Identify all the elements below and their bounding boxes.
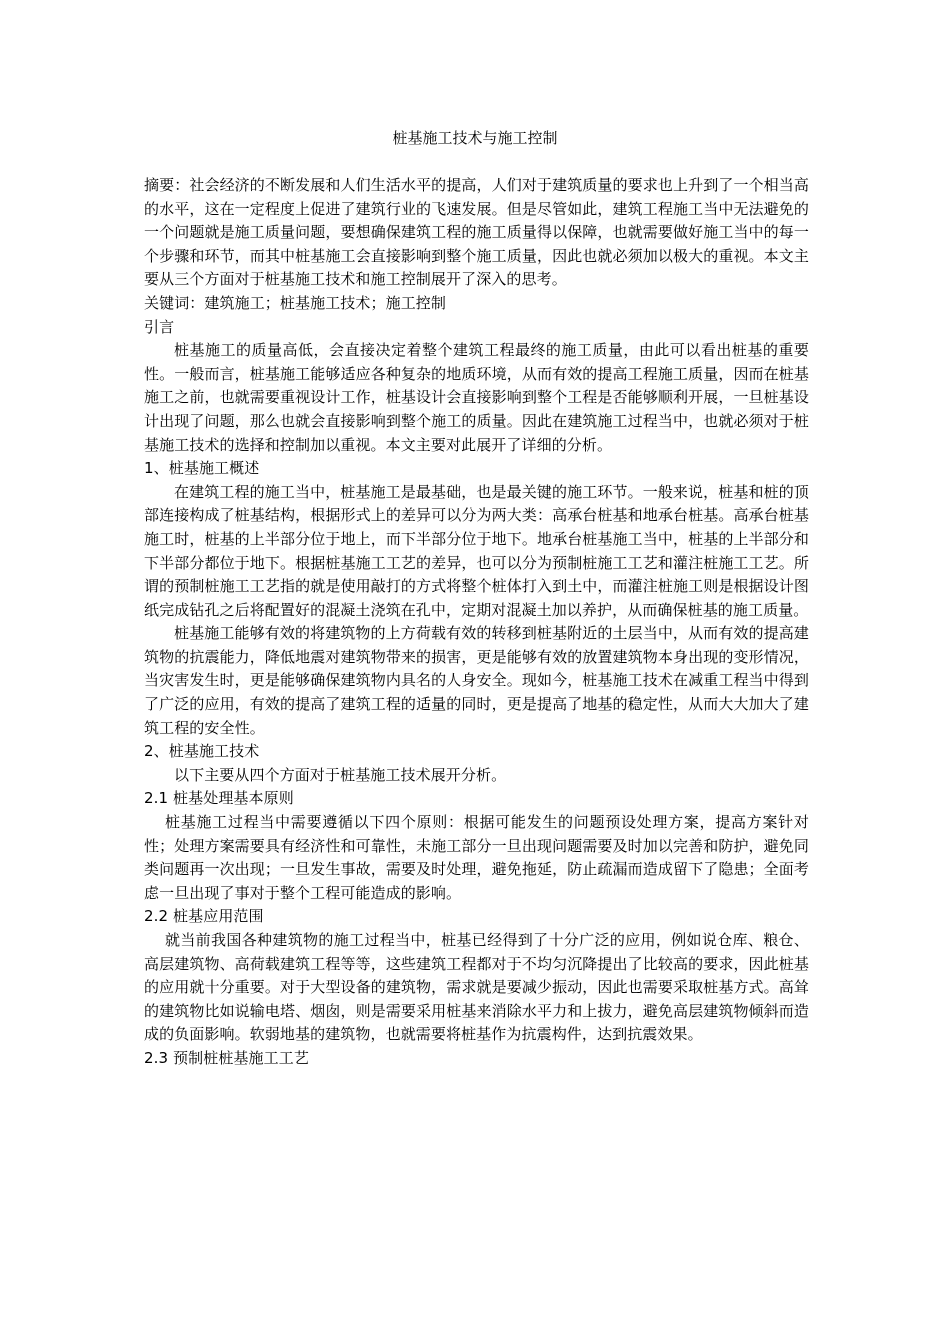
section-1-paragraph-1: 在建筑工程的施工当中，桩基施工是最基础，也是最关键的施工环节。一般来说，桩基和桩的顶部连接构成了桩基结构，根据形式上的差异可以分为两大类：高承台桩基和地承台桩基。高承台桩基施工时，桩基的上半部分位于地上，而下半部分位于地下。地承台桩基施工当中，桩基的上半部分和下半部分都位于地下。根据桩基施工工艺的差异，也可以分为预制桩施工工艺和灌注桩施工工艺。所谓的预制桩施工工艺指的就是使用敲打的方式将整个桩体打入到土中，而灌注桩施工则是根据设计图纸完成钻孔之后将配置好的混凝土浇筑在孔中，定期对混凝土加以养护，从而确保桩基的施工质量。 bbox=[144, 482, 809, 619]
intro-heading: 引言 bbox=[144, 317, 175, 336]
section-2-2-heading: 2.2 桩基应用范围 bbox=[144, 907, 264, 926]
section-2-3-heading: 2.3 预制桩桩基施工工艺 bbox=[144, 1048, 309, 1067]
section-2-1-paragraph: 桩基施工过程当中需要遵循以下四个原则：根据可能发生的问题预设处理方案，提高方案针对性；处理方案需要具有经济性和可靠性，未施工部分一旦出现问题需要及时加以完善和防护，避免同类问题再一次出现；一旦发生事故，需要及时处理，避免拖延，防止疏漏而造成留下了隐患；全面考虑一旦出现了事对于整个工程可能造成的影响。 bbox=[144, 813, 809, 902]
document-title: 桩基施工技术与施工控制 bbox=[392, 129, 558, 147]
section-2-1-heading: 2.1 桩基处理基本原则 bbox=[144, 789, 294, 808]
section-1-paragraph-2: 桩基施工能够有效的将建筑物的上方荷载有效的转移到桩基附近的土层当中，从而有效的提高建筑物的抗震能力，降低地震对建筑物带来的损害，更是能够有效的放置建筑物本身出现的变形情况，当灾害发生时，更是能够确保建筑物内具名的人身安全。现如今，桩基施工技术在减重工程当中得到了广泛的应用，有效的提高了建筑工程的适量的同时，更是提高了地基的稳定性，从而大大加大了建筑工程的安全性。 bbox=[144, 624, 809, 737]
keywords-line: 关键词：建筑施工；桩基施工技术；施工控制 bbox=[144, 293, 447, 312]
section-1-heading: 1、桩基施工概述 bbox=[144, 459, 260, 478]
abstract-paragraph: 摘要：社会经济的不断发展和人们生活水平的提高，人们对于建筑质量的要求也上升到了一个相当高的水平，这在一定程度上促进了建筑行业的飞速发展。但是尽管如此，建筑工程施工当中无法避免的一个问题就是施工质量问题，要想确保建筑工程的施工质量得以保障，也就需要做好施工当中的每一个步骤和环节，而其中桩基施工会直接影响到整个施工质量，因此也就必须加以极大的重视。本文主要从三个方面对于桩基施工技术和施工控制展开了深入的思考。 bbox=[144, 176, 809, 289]
section-2-paragraph-1: 以下主要从四个方面对于桩基施工技术展开分析。 bbox=[174, 765, 507, 784]
document-body bbox=[144, 174, 809, 1071]
section-2-heading: 2、桩基施工技术 bbox=[144, 742, 260, 761]
intro-paragraph: 桩基施工的质量高低，会直接决定着整个建筑工程最终的施工质量，由此可以看出桩基的重要性。一般而言，桩基施工能够适应各种复杂的地质环境，从而有效的提高工程施工质量，因而在桩基施工之前，也就需要重视设计工作，桩基设计会直接影响到整个工程是否能够顺利开展，一旦桩基设计出现了问题，那么也就会直接影响到整个施工的质量。因此在建筑施工过程当中，也就必须对于桩基施工技术的选择和控制加以重视。本文主要对此展开了详细的分析。 bbox=[144, 341, 809, 454]
section-2-2-paragraph: 就当前我国各种建筑物的施工过程当中，桩基已经得到了十分广泛的应用，例如说仓库、粮仓、高层建筑物、高荷载建筑工程等等，这些建筑工程都对于不均匀沉降提出了比较高的要求，因此桩基的应用就十分重要。对于大型设备的建筑物，需求就是要减少振动，因此也需要采取桩基方式。高耸的建筑物比如说输电塔、烟囱，则是需要采用桩基来消除水平力和上拔力，避免高层建筑物倾斜而造成的负面影响。软弱地基的建筑物，也就需要将桩基作为抗震构件，达到抗震效果。 bbox=[144, 931, 809, 1044]
